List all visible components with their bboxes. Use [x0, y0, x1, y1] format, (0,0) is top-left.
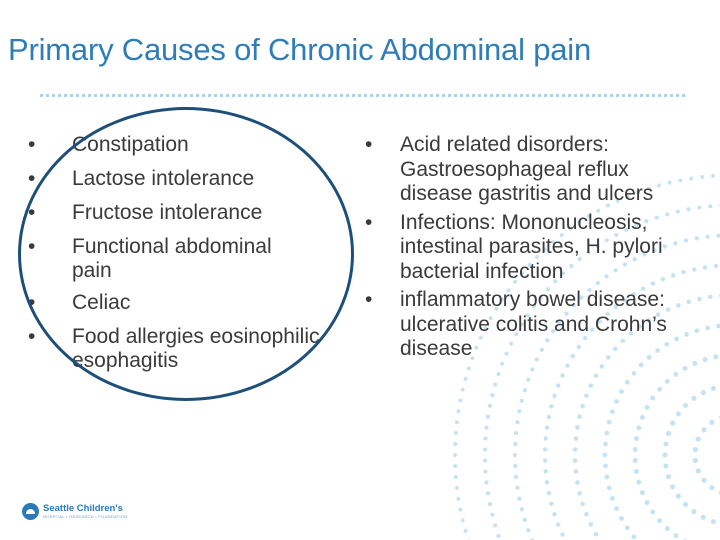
decoration-dot	[544, 436, 548, 440]
decoration-dot	[691, 396, 696, 401]
decoration-dot	[692, 267, 696, 271]
bullet-icon: •	[365, 133, 373, 156]
decoration-dot	[663, 463, 668, 468]
bullet-icon: •	[28, 235, 36, 258]
decoration-dot	[650, 396, 655, 401]
decoration-dot	[709, 485, 714, 490]
decoration-dot	[711, 519, 716, 524]
decoration-dot	[711, 386, 716, 391]
decoration-dot	[645, 500, 650, 505]
decoration-dot	[515, 420, 519, 424]
bullet-icon: •	[28, 201, 36, 224]
decoration-dot	[697, 205, 701, 209]
decoration-dot	[666, 431, 671, 436]
decoration-dot	[683, 502, 688, 507]
decoration-dot	[716, 233, 720, 237]
decoration-dot	[456, 497, 460, 501]
decoration-dot	[589, 522, 594, 527]
decoration-dot	[520, 399, 524, 403]
decoration-dot	[619, 389, 624, 394]
decoration-dot	[695, 328, 700, 333]
decoration-dot	[686, 300, 691, 305]
decoration-dot	[453, 453, 457, 457]
decoration-dot	[693, 458, 698, 463]
decoration-dot	[493, 383, 497, 387]
decoration-dot	[483, 458, 487, 462]
list-item	[365, 288, 685, 362]
decoration-dot	[543, 447, 547, 451]
decoration-dot	[517, 409, 521, 413]
decoration-dot	[632, 534, 637, 539]
decoration-dot	[683, 403, 688, 408]
decoration-dot	[683, 366, 688, 371]
decoration-dot	[657, 518, 662, 523]
decoration-dot	[697, 297, 702, 302]
bullet-icon: •	[28, 133, 36, 156]
decoration-dot	[514, 431, 518, 435]
seattle-childrens-logo	[22, 503, 128, 520]
decoration-dot	[486, 491, 490, 495]
decoration-dot	[523, 518, 527, 522]
decoration-dot	[496, 534, 500, 538]
decoration-dot	[575, 480, 580, 485]
decoration-dot	[464, 529, 468, 533]
decoration-dot	[634, 469, 639, 474]
decoration-dot	[513, 464, 517, 468]
decoration-dot	[523, 388, 527, 392]
decoration-dot	[543, 458, 547, 462]
decoration-dot	[577, 491, 582, 496]
decoration-dot	[607, 420, 612, 425]
bullet-icon: •	[28, 167, 36, 190]
logo-name: Seattle Children's	[43, 503, 123, 514]
list-item-text: Acid related disorders: Gastroesophageal reflux disease gastritis and ulcers	[400, 133, 654, 205]
decoration-dot	[603, 453, 608, 458]
decoration-dot	[461, 388, 465, 392]
decoration-dot	[484, 426, 488, 430]
logo-wordmark	[43, 504, 128, 519]
decoration-dot	[673, 533, 678, 538]
decoration-dot	[496, 372, 500, 376]
decoration-dot	[603, 464, 608, 469]
decoration-dot	[454, 431, 458, 435]
decoration-dot	[573, 447, 578, 452]
decoration-dot	[716, 324, 720, 329]
decoration-dot	[577, 414, 582, 419]
decoration-dot	[464, 377, 468, 381]
decoration-dot	[545, 426, 549, 430]
decoration-dot	[552, 394, 556, 398]
decoration-dot	[454, 475, 458, 479]
list-item-text: Constipation	[72, 133, 189, 156]
decoration-dot	[663, 441, 668, 446]
decoration-dot	[547, 491, 551, 495]
list-item-text: inflammatory bowel disease: ulcerative colitis and Crohn’s disease	[400, 288, 667, 360]
list-item-text: Food allergies eosinophilic esophagitis	[72, 325, 320, 372]
decoration-dot	[483, 469, 487, 473]
decoration-dot	[584, 393, 589, 398]
decoration-dot	[701, 390, 706, 395]
decoration-dot	[610, 409, 615, 414]
decoration-dot	[708, 204, 712, 208]
decoration-dot	[574, 436, 579, 441]
logo-icon	[22, 503, 39, 520]
decoration-dot	[515, 486, 519, 490]
bullet-icon: •	[28, 291, 36, 314]
decoration-dot	[488, 502, 492, 506]
decoration-dot	[574, 469, 579, 474]
decoration-dot	[705, 326, 710, 331]
decoration-dot	[636, 480, 641, 485]
decoration-dot	[701, 478, 706, 483]
bullet-icon: •	[28, 325, 36, 348]
decoration-dot	[693, 447, 698, 452]
decoration-dot	[513, 453, 517, 457]
decoration-dot	[549, 502, 553, 506]
decoration-dot	[650, 510, 655, 515]
decoration-dot	[700, 175, 704, 179]
decoration-dot	[605, 431, 610, 436]
decoration-dot	[607, 485, 612, 490]
decoration-dot	[526, 528, 530, 532]
decoration-dot	[490, 393, 494, 397]
decoration-dot	[594, 374, 599, 379]
decoration-dot	[544, 469, 548, 473]
decoration-dot	[513, 442, 517, 446]
decoration-dot	[695, 236, 699, 240]
decoration-dot	[713, 354, 718, 359]
decoration-dot	[665, 526, 670, 531]
decoration-dot	[703, 357, 708, 362]
decoration-dot	[556, 522, 560, 526]
decoration-dot	[453, 464, 457, 468]
list-item-text: Infections: Mononucleosis, intestinal parasites, H. pylori bacterial infection	[400, 210, 663, 283]
decoration-dot	[689, 176, 693, 180]
decoration-dot	[453, 442, 457, 446]
decoration-dot	[589, 383, 594, 388]
decoration-dot	[662, 452, 667, 457]
decoration-dot	[484, 480, 488, 484]
decoration-dot	[610, 496, 615, 501]
decoration-dot	[676, 494, 681, 499]
decoration-dot	[575, 425, 580, 430]
list-item-text: Functional abdominal pain	[72, 235, 272, 282]
list-item	[365, 133, 685, 207]
decoration-dot	[619, 516, 624, 521]
decoration-dot	[455, 420, 459, 424]
decoration-dot	[594, 532, 599, 537]
decoration-dot	[633, 447, 638, 452]
decoration-dot	[483, 436, 487, 440]
decoration-dot	[520, 507, 524, 511]
decoration-dot	[636, 425, 641, 430]
decoration-dot	[580, 404, 585, 409]
decoration-dot	[670, 421, 675, 426]
slide-title: Primary Causes of Chronic Abdominal pain	[8, 32, 591, 67]
bullet-icon: •	[365, 288, 373, 311]
decoration-dot	[530, 367, 534, 371]
decoration-dot	[458, 398, 462, 402]
decoration-dot	[584, 512, 589, 517]
decoration-dot	[573, 458, 578, 463]
decoration-dot	[640, 490, 645, 495]
decoration-dot	[486, 415, 490, 419]
decoration-dot	[517, 496, 521, 500]
highlight-circle	[18, 107, 354, 401]
decoration-dot	[657, 387, 662, 392]
decoration-dot	[545, 480, 549, 484]
decoration-dot	[625, 380, 630, 385]
decoration-dot	[676, 411, 681, 416]
decoration-dot	[640, 415, 645, 420]
decoration-dot	[714, 264, 718, 268]
list-item-text: Fructose intolerance	[72, 201, 263, 224]
decoration-dot	[633, 458, 638, 463]
decoration-dot	[711, 174, 715, 178]
list-item-text: Lactose intolerance	[72, 167, 255, 190]
decoration-dot	[701, 515, 706, 520]
decoration-dot	[696, 437, 701, 442]
decoration-dot	[691, 509, 696, 514]
decoration-dot	[614, 399, 619, 404]
decoration-dot	[703, 265, 707, 269]
decoration-dot	[560, 532, 564, 536]
decoration-dot	[665, 379, 670, 384]
decoration-dot	[666, 474, 671, 479]
decoration-dot	[696, 468, 701, 473]
decoration-dot	[560, 373, 564, 377]
decoration-dot	[708, 295, 713, 300]
decoration-dot	[705, 235, 709, 239]
decoration-dot	[483, 447, 487, 451]
decoration-dot	[549, 404, 553, 408]
decoration-dot	[605, 475, 610, 480]
decoration-dot	[456, 409, 460, 413]
list-item	[365, 211, 685, 285]
title-divider	[40, 94, 685, 97]
decoration-dot	[673, 372, 678, 377]
decoration-dot	[687, 207, 691, 211]
decoration-dot	[556, 383, 560, 387]
decoration-dot	[634, 436, 639, 441]
logo-subtitle: HOSPITAL • RESEARCH • FOUNDATION	[43, 514, 128, 519]
decoration-dot	[552, 512, 556, 516]
decoration-dot	[488, 404, 492, 408]
decoration-dot	[514, 475, 518, 479]
list-item-text: Celiac	[72, 291, 131, 314]
decoration-dot	[603, 442, 608, 447]
decoration-dot	[645, 405, 650, 410]
decoration-dot	[490, 513, 494, 517]
decoration-dot	[614, 506, 619, 511]
decoration-dot	[625, 525, 630, 530]
decoration-dot	[632, 371, 637, 376]
bullet-icon: •	[365, 210, 373, 234]
decoration-dot	[526, 378, 530, 382]
decoration-dot	[461, 518, 465, 522]
decoration-dot	[493, 523, 497, 527]
decoration-dot	[580, 502, 585, 507]
decoration-dot	[458, 508, 462, 512]
decoration-dot	[455, 486, 459, 490]
decoration-dot	[670, 484, 675, 489]
decoration-dot	[701, 427, 706, 432]
right-bullet-list	[365, 133, 685, 366]
decoration-dot	[692, 361, 697, 366]
decoration-dot	[467, 367, 471, 371]
decoration-dot	[709, 420, 714, 425]
decoration-dot	[547, 415, 551, 419]
